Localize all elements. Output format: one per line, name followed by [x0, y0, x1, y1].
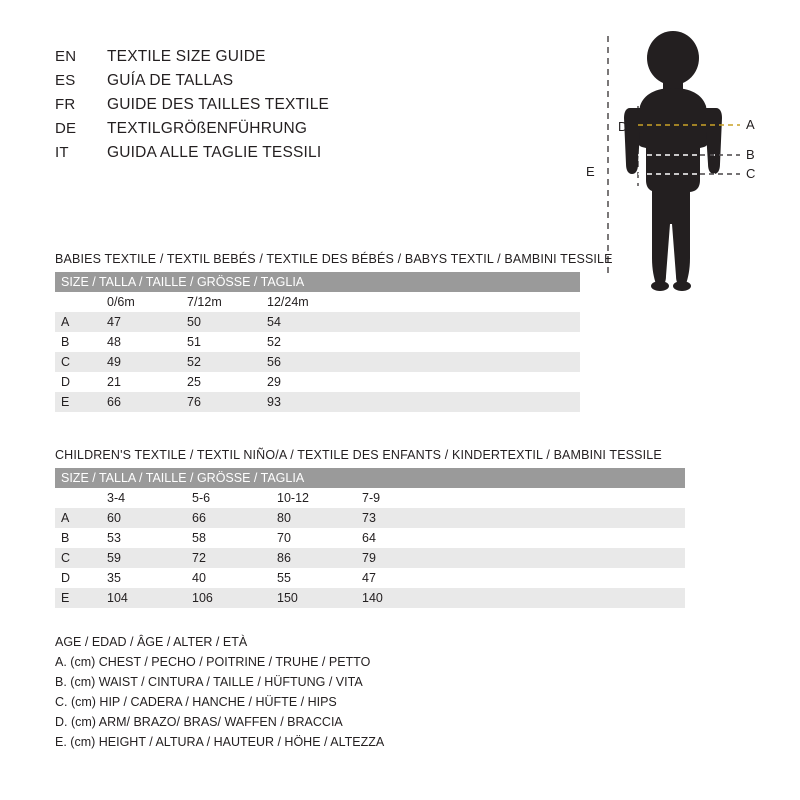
children-row-3-v0: 35	[103, 568, 188, 588]
children-row-0-v1: 66	[188, 508, 273, 528]
children-row-3-v2: 55	[273, 568, 358, 588]
children-size-0: 3-4	[103, 488, 188, 508]
babies-sizes-row	[55, 292, 580, 312]
title-text-es: GUÍA DE TALLAS	[107, 72, 234, 89]
title-lang-es: ES	[55, 72, 76, 89]
children-row-1-v0: 53	[103, 528, 188, 548]
table-row	[55, 548, 685, 568]
table-row	[55, 312, 580, 332]
babies-row-3-v0: 21	[103, 372, 183, 392]
children-row-0-spacer	[443, 508, 685, 528]
children-row-0-v0: 60	[103, 508, 188, 528]
children-row-4-v2: 150	[273, 588, 358, 608]
babies-size-table	[55, 272, 580, 412]
table-row	[55, 332, 580, 352]
babies-row-4-v0: 66	[103, 392, 183, 412]
children-row-4-v1: 106	[188, 588, 273, 608]
babies-sizes-spacer	[343, 292, 580, 312]
table-row	[55, 528, 685, 548]
children-row-3-v1: 40	[188, 568, 273, 588]
table-row	[55, 372, 580, 392]
babies-section-title: BABIES TEXTILE / TEXTIL BEBÉS / TEXTILE DES BÉBÉS / BABYS TEXTIL / BAMBINI TESSILE	[55, 252, 613, 266]
children-row-2-spacer	[443, 548, 685, 568]
legend-list	[55, 632, 384, 752]
title-row-es	[55, 72, 535, 96]
children-row-1-label: B	[55, 528, 103, 548]
babies-row-0-label: A	[55, 312, 103, 332]
babies-row-1-v0: 48	[103, 332, 183, 352]
babies-row-3-v2: 29	[263, 372, 343, 392]
table-row	[55, 508, 685, 528]
babies-row-0-spacer	[343, 312, 580, 332]
babies-row-2-label: C	[55, 352, 103, 372]
children-row-4-v0: 104	[103, 588, 188, 608]
title-row-fr	[55, 96, 535, 120]
children-sizes-spacer	[443, 488, 685, 508]
babies-row-0-v1: 50	[183, 312, 263, 332]
children-row-1-spacer	[443, 528, 685, 548]
babies-row-1-v1: 51	[183, 332, 263, 352]
babies-row-0-v0: 47	[103, 312, 183, 332]
title-text-it: GUIDA ALLE TAGLIE TESSILI	[107, 144, 322, 161]
legend-item-waist: B. (cm) WAIST / CINTURA / TAILLE / HÜFTUNG / VITA	[55, 675, 363, 689]
table-row	[55, 392, 580, 412]
babies-row-4-spacer	[343, 392, 580, 412]
children-sizes-blank	[55, 488, 103, 508]
legend-item-hip: C. (cm) HIP / CADERA / HANCHE / HÜFTE / HIPS	[55, 695, 337, 709]
title-lang-en: EN	[55, 48, 77, 65]
babies-sizes-blank	[55, 292, 103, 312]
title-row-de	[55, 120, 535, 144]
children-row-4-spacer	[443, 588, 685, 608]
children-row-3-label: D	[55, 568, 103, 588]
babies-row-0-v2: 54	[263, 312, 343, 332]
figure-label-c: C	[746, 166, 756, 181]
title-lang-de: DE	[55, 120, 77, 137]
babies-row-2-spacer	[343, 352, 580, 372]
children-row-2-v2: 86	[273, 548, 358, 568]
children-row-0-label: A	[55, 508, 103, 528]
babies-row-1-label: B	[55, 332, 103, 352]
figure-label-d: D	[618, 119, 628, 134]
babies-row-2-v0: 49	[103, 352, 183, 372]
babies-row-4-v1: 76	[183, 392, 263, 412]
babies-size-2: 12/24m	[263, 292, 343, 312]
title-text-fr: GUIDE DES TAILLES TEXTILE	[107, 96, 330, 113]
babies-row-3-v1: 25	[183, 372, 263, 392]
children-row-3-v3: 47	[358, 568, 443, 588]
babies-size-0: 0/6m	[103, 292, 183, 312]
children-section-title: CHILDREN'S TEXTILE / TEXTIL NIÑO/A / TEXTILE DES ENFANTS / KINDERTEXTIL / BAMBINI TESSILE	[55, 448, 662, 462]
title-lang-it: IT	[55, 144, 69, 161]
babies-row-4-label: E	[55, 392, 103, 412]
babies-row-1-v2: 52	[263, 332, 343, 352]
babies-row-2-v1: 52	[183, 352, 263, 372]
figure-label-b: B	[746, 147, 755, 162]
legend-item-age: AGE / EDAD / ÂGE / ALTER / ETÀ	[55, 635, 248, 649]
children-size-1: 5-6	[188, 488, 273, 508]
title-lang-fr: FR	[55, 96, 76, 113]
children-row-0-v3: 73	[358, 508, 443, 528]
table-row	[55, 568, 685, 588]
title-text-de: TEXTILGRÖßENFÜHRUNG	[107, 120, 308, 137]
children-row-2-v0: 59	[103, 548, 188, 568]
babies-row-3-label: D	[55, 372, 103, 392]
language-titles	[55, 48, 535, 168]
table-row	[55, 352, 580, 372]
children-row-3-spacer	[443, 568, 685, 588]
children-row-2-label: C	[55, 548, 103, 568]
legend-item-chest: A. (cm) CHEST / PECHO / POITRINE / TRUHE / PETTO	[55, 655, 371, 669]
children-sizes-row	[55, 488, 685, 508]
babies-header-label: SIZE / TALLA / TAILLE / GRÖSSE / TAGLIA	[55, 272, 580, 292]
children-row-1-v3: 64	[358, 528, 443, 548]
title-row-en	[55, 48, 535, 72]
babies-section	[55, 252, 613, 412]
children-size-2: 10-12	[273, 488, 358, 508]
children-header-row	[55, 468, 685, 488]
title-row-it	[55, 144, 535, 168]
children-row-1-v2: 70	[273, 528, 358, 548]
children-row-2-v1: 72	[188, 548, 273, 568]
children-header-label: SIZE / TALLA / TAILLE / GRÖSSE / TAGLIA	[55, 468, 685, 488]
babies-header-row	[55, 272, 580, 292]
children-size-3: 7-9	[358, 488, 443, 508]
babies-size-1: 7/12m	[183, 292, 263, 312]
children-section	[55, 448, 685, 608]
babies-row-1-spacer	[343, 332, 580, 352]
legend-item-height: E. (cm) HEIGHT / ALTURA / HAUTEUR / HÖHE / ALTEZZA	[55, 735, 385, 749]
figure-label-a: A	[746, 117, 755, 132]
figure-label-e: E	[586, 164, 595, 179]
children-row-0-v2: 80	[273, 508, 358, 528]
babies-row-4-v2: 93	[263, 392, 343, 412]
children-row-4-v3: 140	[358, 588, 443, 608]
babies-row-3-spacer	[343, 372, 580, 392]
child-silhouette	[624, 31, 722, 291]
children-row-2-v3: 79	[358, 548, 443, 568]
table-row	[55, 588, 685, 608]
children-row-4-label: E	[55, 588, 103, 608]
babies-row-2-v2: 56	[263, 352, 343, 372]
children-row-1-v1: 58	[188, 528, 273, 548]
legend-item-arm: D. (cm) ARM/ BRAZO/ BRAS/ WAFFEN / BRACCIA	[55, 715, 343, 729]
children-size-table	[55, 468, 685, 608]
title-text-en: TEXTILE SIZE GUIDE	[107, 48, 266, 65]
